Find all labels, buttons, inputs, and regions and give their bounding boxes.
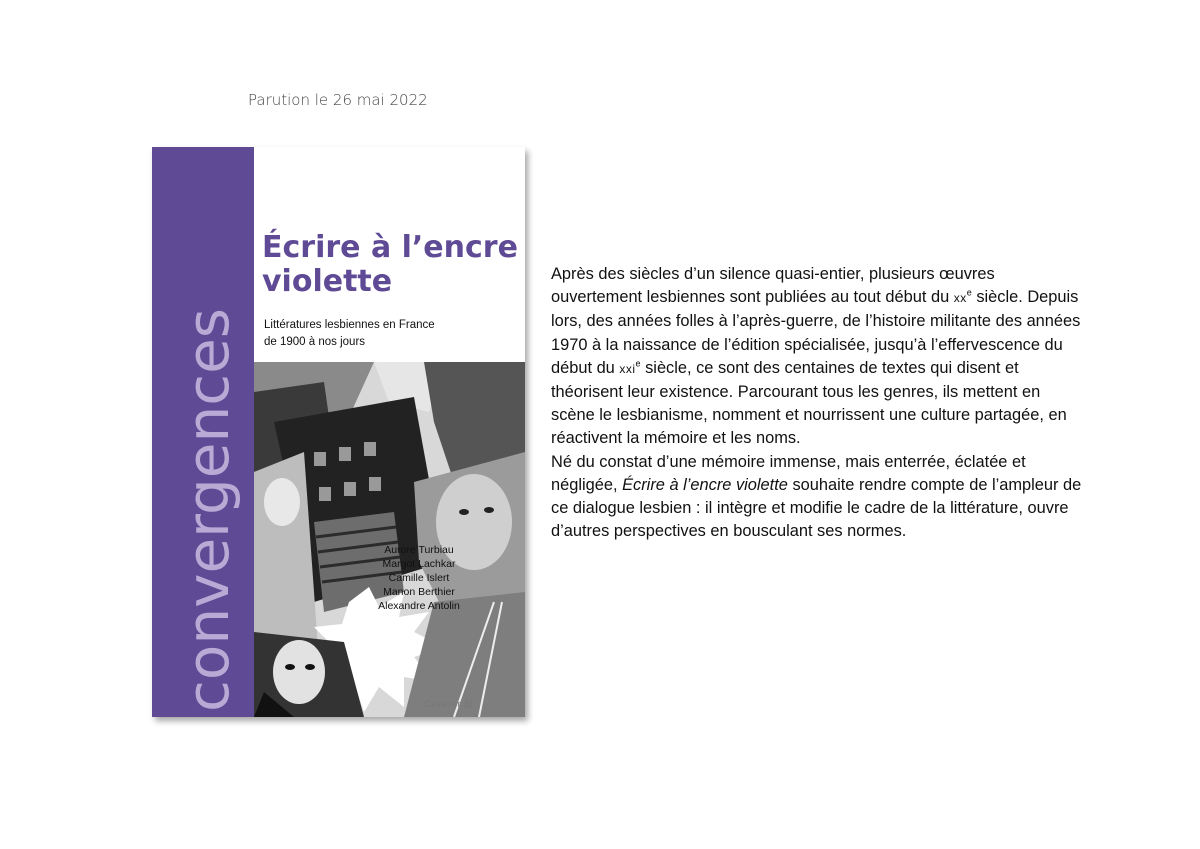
book-description bbox=[551, 263, 1086, 543]
text-run: siècle. Depuis lors, des années folles à l’après-guerre, de l’histoire militante des années 1970 à la naissance de l’édition spécialisée, jusqu’à l’effervescence du début du bbox=[551, 288, 1081, 377]
description-paragraph-1 bbox=[551, 263, 1086, 451]
collection-name bbox=[166, 147, 246, 717]
author-name: Alexandre Antolin bbox=[378, 600, 460, 612]
release-date: Parution le 26 mai 2022 bbox=[248, 91, 428, 109]
author-name: Manon Berthier bbox=[383, 586, 455, 598]
publisher-name: Cavalier Bl bbox=[424, 699, 474, 709]
cover-photo-collage bbox=[254, 362, 525, 717]
century-numeral: xxi bbox=[619, 361, 636, 376]
ordinal-suffix: e bbox=[635, 358, 641, 369]
text-run: Après des siècles d’un silence quasi-entier, plusieurs œuvres ouvertement lesbiennes sont publiées au tout début du bbox=[551, 265, 995, 307]
book-cover bbox=[152, 147, 525, 717]
cover-title-line1: Écrire à l’encre bbox=[262, 230, 518, 265]
text-run: souhaite rendre compte de l’ampleur de ce dialogue lesbien : il intègre et modifie le cadre de la littérature, ouvre d’autres perspectives en bousculant ses normes. bbox=[551, 475, 1082, 541]
collection-name-vertical bbox=[166, 147, 246, 717]
cover-subtitle-line1: Littératures lesbiennes en France bbox=[264, 319, 435, 331]
collection-name-text: convergences bbox=[174, 307, 242, 712]
cover-title bbox=[262, 231, 522, 299]
cover-title-line2: violette bbox=[262, 264, 393, 299]
collage-image bbox=[254, 362, 525, 717]
ordinal-suffix: e bbox=[966, 287, 972, 298]
book-title-italic: Écrire à l’encre violette bbox=[622, 475, 788, 494]
author-name: Margot Lachkar bbox=[382, 558, 456, 570]
description-paragraph-2 bbox=[551, 451, 1086, 544]
cover-authors bbox=[364, 543, 474, 613]
text-run: Né du constat d’une mémoire immense, mais enterrée, éclatée et négligée, bbox=[551, 452, 1026, 494]
cover-subtitle-line2: de 1900 à nos jours bbox=[264, 336, 366, 348]
text-run: siècle, ce sont des centaines de textes qui disent et théorisent leur existence. Parcourant tous les genres, ils mettent en scène le lesbianisme, nomment et nourrissent une culture partagée, en réactivent la mémoire et les noms. bbox=[551, 358, 1067, 448]
century-numeral: xx bbox=[953, 291, 967, 306]
author-name: Aurore Turbiau bbox=[384, 544, 454, 556]
cover-subtitle bbox=[264, 317, 484, 351]
author-name: Camille Islert bbox=[388, 572, 450, 584]
